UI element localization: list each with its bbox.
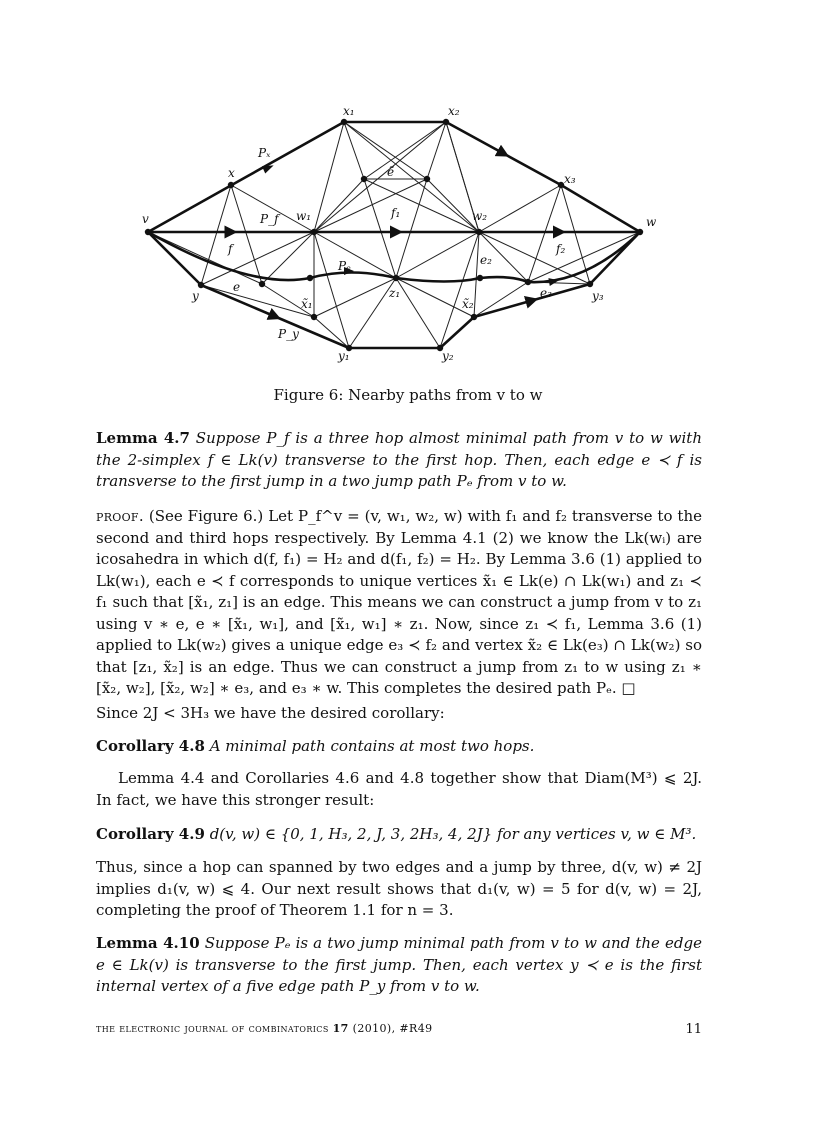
- corollary-4-8: [96, 736, 702, 758]
- vertex-e3: [525, 279, 531, 285]
- vertex-xt2: [471, 314, 477, 320]
- label-w1: w₁: [296, 209, 312, 223]
- path-diagram: [100, 95, 700, 385]
- vertex-x1: [341, 119, 347, 125]
- label-xt2: x̃₂: [462, 297, 474, 311]
- corollary-4-9-body: d(v, w) ∈ {0, 1, H₃, 2, J, 3, 2H₃, 4, 2J} for any vertices v, w ∈ M³.: [209, 825, 697, 843]
- edge-et2-w1: [314, 179, 427, 232]
- footer-volume: 17: [332, 1022, 349, 1035]
- edge-x1-et2: [344, 122, 427, 179]
- lemma-4-4-paragraph: Lemma 4.4 and Corollaries 4.6 and 4.8 together show that Diam(M³) ⩽ 2J. In fact, we have this stronger result:: [96, 769, 702, 809]
- corollary-4-8-head: Corollary 4.8: [96, 737, 205, 755]
- path-segment-2: [446, 122, 561, 185]
- corollary-4-9-head: Corollary 4.9: [96, 825, 205, 843]
- label-y2: y₂: [442, 349, 454, 363]
- lemma-4-10-body: Suppose Pₑ is a two jump minimal path from v to w and the edge e ∈ Lk(v) is transverse to the first jump. Then, each vertex y ≺ e is the first internal vertex of a five edge path P_y from v to w.: [96, 934, 702, 995]
- label-Pf: P_f: [260, 212, 279, 226]
- vertex-z1: [393, 275, 399, 281]
- path-segment-0: [148, 122, 344, 232]
- page-number: 11: [685, 1022, 702, 1037]
- proof-head: proof.: [96, 507, 144, 525]
- label-e: e: [233, 280, 241, 294]
- path-segment-8: [201, 285, 349, 348]
- footer-journal: [96, 1022, 433, 1035]
- label-f: f: [228, 242, 233, 256]
- figure-6: [100, 95, 700, 385]
- edge-w1-e1: [262, 232, 314, 284]
- lemma-4-7: [96, 428, 702, 493]
- vertex-w2: [476, 229, 482, 235]
- label-f2: f₂: [556, 242, 566, 256]
- vertex-xt1: [311, 314, 317, 320]
- path-segment-7: [148, 232, 201, 285]
- lemma-4-7-head: Lemma 4.7: [96, 429, 190, 447]
- edge-y-xt1: [201, 285, 314, 317]
- edge-x3-e3: [528, 185, 561, 282]
- vertex-e2b: [477, 275, 483, 281]
- label-z1: z₁: [389, 286, 401, 300]
- edge-xt1-y1: [314, 317, 349, 348]
- label-Px: Pₓ: [258, 146, 271, 160]
- lemma-4-10: [96, 933, 702, 998]
- vertex-y: [198, 282, 204, 288]
- label-y1: y₁: [338, 349, 350, 363]
- arrow-Pe-1: [548, 276, 559, 286]
- vertex-e1: [259, 281, 265, 287]
- lemma-4-10-head: Lemma 4.10: [96, 934, 200, 952]
- label-y3: y₃: [592, 289, 604, 303]
- vertex-ea: [307, 275, 313, 281]
- label-x2: x₂: [448, 104, 460, 118]
- label-e2: e₂: [480, 253, 492, 267]
- label-x3: x₃: [564, 172, 576, 186]
- proof-body: (See Figure 6.) Let P_f^v = (v, w₁, w₂, w) with f₁ and f₂ transverse to the second and third hops respectively. By Lemma 4.1 (2) we know the Lk(wᵢ) are icosahedra in which d(f, f₁) = H₂ and d(f₁, f₂) = H₂. By Lemma 3.6 (1) applied to Lk(w₁), each e ≺ f corresponds to unique vertices x̃₁ ∈ Lk(e) ∩ Lk(w₁) and z₁ ≺ f₁ such that [x̃₁, z₁] is an edge. This means we can construct a jump from v to z₁ using v ∗ e, e ∗ [x̃₁, w₁], and [x̃₁, w₁] ∗ z₁. Now, since z₁ ≺ f₁, Lemma 3.6 (1) applied to Lk(w₂) gives a unique edge e₃ ≺ f₂ and vertex x̃₂ ∈ Lk(e₃) ∩ Lk(w₂) so that [z₁, x̃₂] is an edge. Thus we can construct a jump from z₁ to w using z₁ ∗ [x̃₂, w₂], [x̃₂, w₂] ∗ e₃, and e₃ ∗ w. This completes the desired path Pₑ. □: [96, 507, 702, 697]
- since-paragraph: Since 2J < 3H₃ we have the desired corollary:: [96, 704, 445, 722]
- footer-issue: (2010), #R49: [352, 1022, 433, 1035]
- label-Py: P_y: [278, 327, 299, 341]
- corollary-4-9: [96, 824, 702, 846]
- label-v: v: [142, 212, 149, 226]
- vertex-v: [145, 229, 151, 235]
- edge-w1-y1: [314, 232, 349, 348]
- label-y: y: [192, 289, 199, 303]
- label-w: w: [646, 215, 657, 229]
- label-f1: f₁: [391, 206, 401, 220]
- vertex-w1: [311, 229, 317, 235]
- proof-paragraph: [96, 506, 702, 700]
- edge-e3-w: [528, 232, 640, 282]
- path-segment-11: [474, 284, 590, 317]
- corollary-4-8-body: A minimal path contains at most two hops.: [209, 737, 535, 755]
- label-e3: e₃: [540, 286, 552, 300]
- label-Pe: Pₑ: [338, 259, 351, 273]
- vertex-y3: [587, 281, 593, 287]
- vertex-et2: [424, 176, 430, 182]
- label-x: x: [228, 166, 235, 180]
- figure-caption: Figure 6: Nearby paths from v to w: [273, 386, 543, 404]
- vertex-et1: [361, 176, 367, 182]
- edge-z1-xt1: [314, 278, 396, 317]
- label-w2: w₂: [472, 209, 488, 223]
- thus-paragraph: Thus, since a hop can spanned by two edges and a jump by three, d(v, w) ≠ 2J implies d₁(v, w) ⩽ 4. Our next result shows that d₁(v, w) = 5 for d(v, w) = 2J, completing the proof of Theorem 1.1 for n = 3.: [96, 858, 702, 919]
- label-xt1: x̃₁: [301, 297, 313, 311]
- edge-w2-x3: [479, 185, 561, 232]
- label-e_tilde: ẽ: [387, 165, 395, 179]
- edge-et1-w2: [364, 179, 479, 232]
- edge-x2-et1: [364, 122, 446, 179]
- vertex-x: [228, 182, 234, 188]
- edge-xt2-e3: [474, 282, 528, 317]
- footer-journal-name: the electronic journal of combinatorics: [96, 1022, 329, 1035]
- path-Pe: [148, 232, 640, 282]
- lemma-4-7-body: Suppose P_f is a three hop almost minimal path from v to w with the 2-simplex f ∈ Lk(v) transverse to the first hop. Then, each edge e ≺ f is transverse to the first jump in a two jump path Pₑ from v to w.: [96, 429, 702, 490]
- vertex-w: [637, 229, 643, 235]
- vertex-x2: [443, 119, 449, 125]
- edge-v-e1: [148, 232, 262, 284]
- label-x1: x₁: [343, 104, 355, 118]
